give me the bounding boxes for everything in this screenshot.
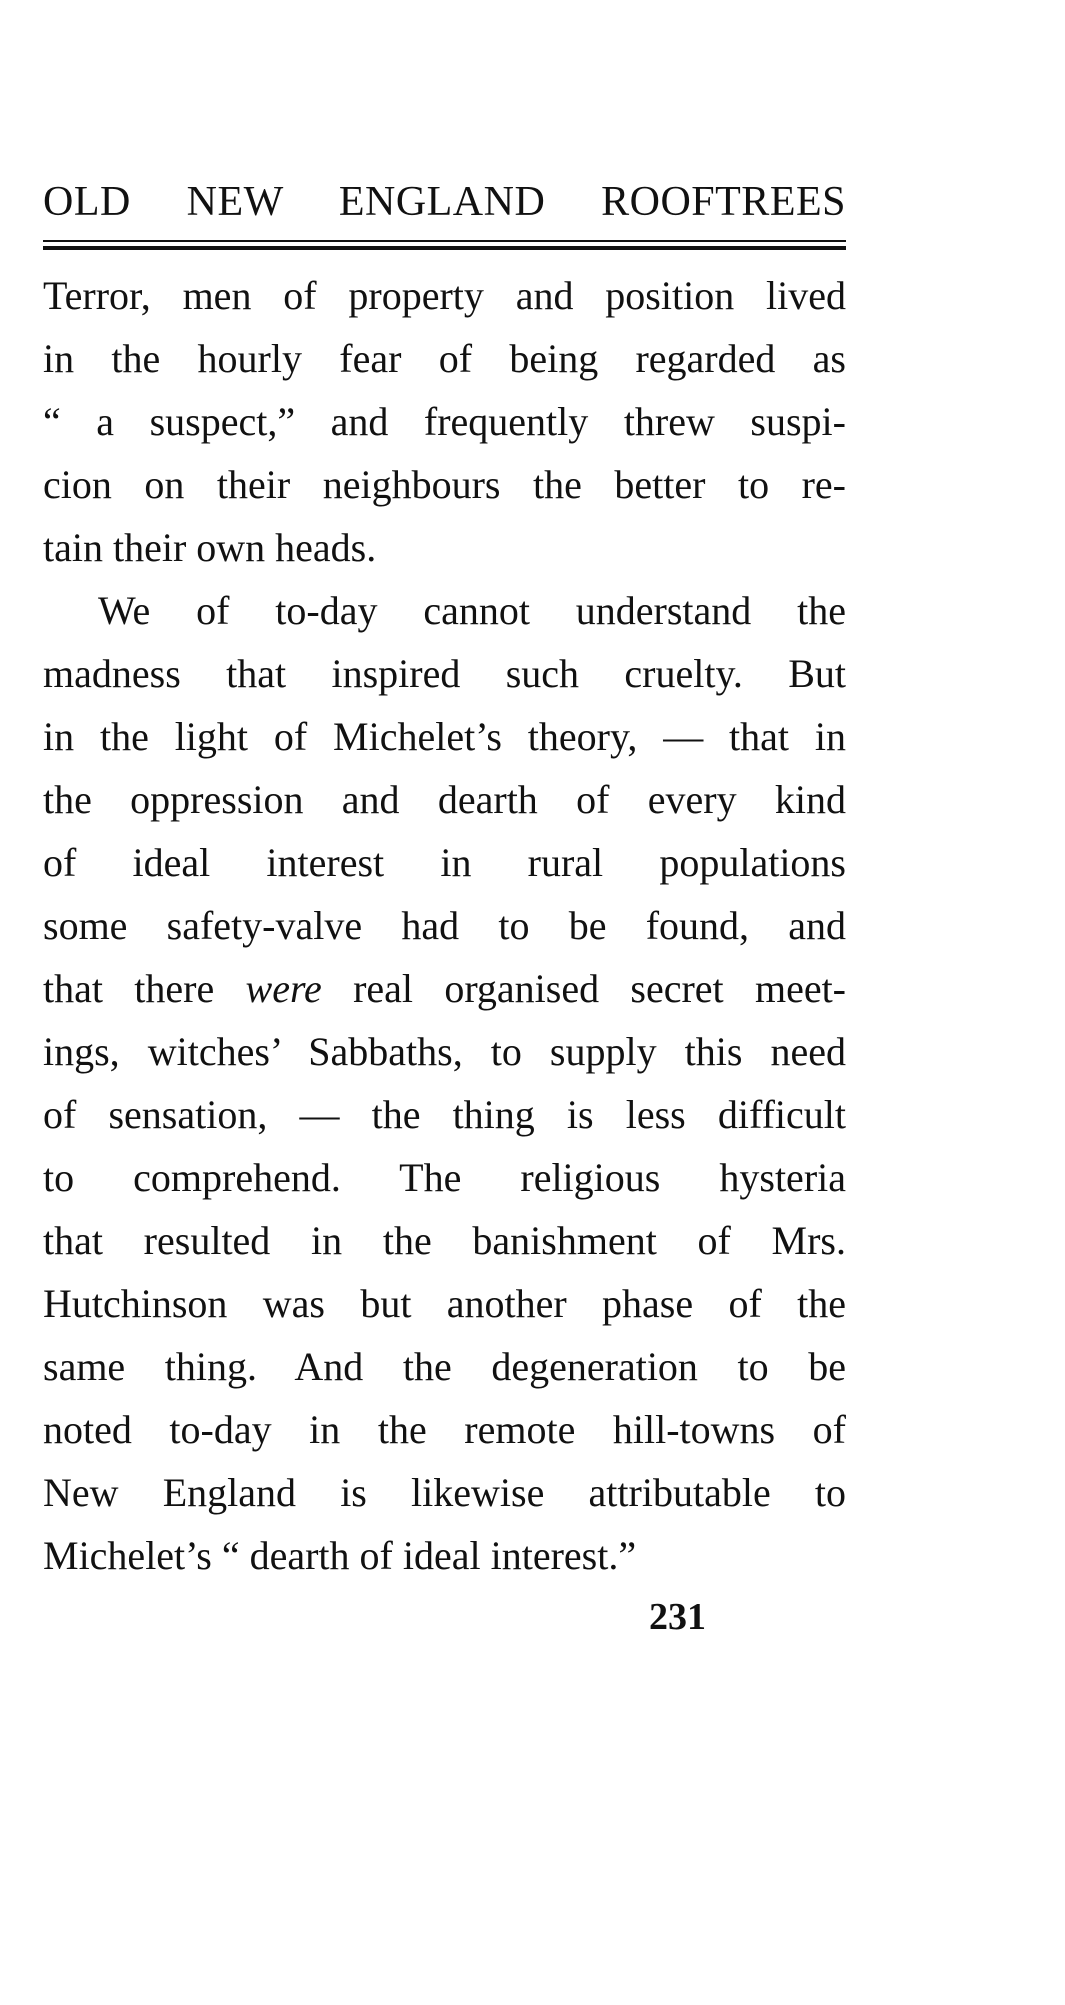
paragraph-2 — [43, 579, 846, 1587]
text-fragment: real organised secret meet- — [321, 966, 847, 1011]
text-line: some safety-valve had to be found, and — [43, 903, 846, 948]
text-line: in the light of Michelet’s theory, — that in — [43, 714, 846, 759]
text-line: ings, witches’ Sabbaths, to supply this need — [43, 1029, 846, 1074]
text-line: in the hourly fear of being regarded as — [43, 336, 846, 381]
text-fragment: that there — [43, 966, 246, 1011]
text-line: “ a suspect,” and frequently threw suspi- — [43, 399, 846, 444]
header-rule-thick — [43, 246, 846, 250]
book-page — [43, 178, 846, 1639]
text-line: We of to-day cannot understand the — [98, 588, 846, 633]
text-line: to comprehend. The religious hysteria — [43, 1155, 846, 1200]
text-line: of ideal interest in rural populations — [43, 840, 846, 885]
text-line: of sensation, — the thing is less difficult — [43, 1092, 846, 1137]
paragraph-1 — [43, 264, 846, 579]
text-line-with-italic — [43, 957, 846, 1020]
text-line: Hutchinson was but another phase of the — [43, 1281, 846, 1326]
text-line: noted to-day in the remote hill-towns of — [43, 1407, 846, 1452]
text-line: the oppression and dearth of every kind — [43, 777, 846, 822]
text-line: cion on their neighbours the better to re- — [43, 462, 846, 507]
header-rule-thin — [43, 240, 846, 242]
italic-word: were — [245, 966, 322, 1011]
body-text — [43, 264, 846, 1587]
text-line: same thing. And the degeneration to be — [43, 1344, 846, 1389]
text-line: Michelet’s “ dearth of ideal interest.” — [43, 1533, 637, 1578]
running-head: OLD NEW ENGLAND ROOFTREES — [43, 179, 846, 225]
page-number: 231 — [649, 1596, 706, 1638]
text-line: New England is likewise attributable to — [43, 1470, 846, 1515]
text-line: Terror, men of property and position lived — [43, 273, 846, 318]
text-line: that resulted in the banishment of Mrs. — [43, 1218, 846, 1263]
text-line: tain their own heads. — [43, 525, 377, 570]
text-line: madness that inspired such cruelty. But — [43, 651, 846, 696]
